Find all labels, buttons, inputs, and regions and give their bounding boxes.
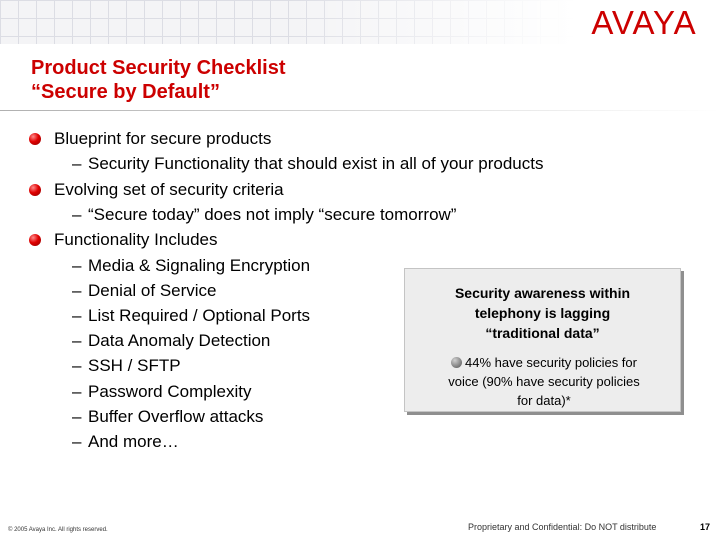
callout-bullet-icon <box>451 357 462 368</box>
dash-glyph: – <box>72 331 82 350</box>
sub-bullet-item <box>72 154 543 174</box>
sub-bullet-item <box>72 356 181 376</box>
bullet-text: Functionality Includes <box>54 230 218 249</box>
sub-bullet-item <box>72 281 217 301</box>
callout-body-line: voice (90% have security policies <box>448 374 640 389</box>
bullet-ball-icon <box>29 133 41 145</box>
dash-glyph: – <box>72 407 82 426</box>
dash-glyph: – <box>72 154 82 173</box>
sub-bullet-text: Data Anomaly Detection <box>88 331 271 350</box>
dash-glyph: – <box>72 256 82 275</box>
callout-body <box>413 353 675 410</box>
callout-body-line: 44% have security policies for <box>465 355 637 370</box>
footer-copyright: © 2005 Avaya Inc. All rights reserved. <box>8 527 108 533</box>
avaya-logo <box>582 4 707 40</box>
callout-heading-line: “traditional data” <box>485 325 600 341</box>
sub-bullet-text: SSH / SFTP <box>88 356 181 375</box>
sub-bullet-text: “Secure today” does not imply “secure tomorrow” <box>88 205 457 224</box>
dash-glyph: – <box>72 356 82 375</box>
footer-confidential: Proprietary and Confidential: Do NOT distribute <box>468 522 657 532</box>
bullet-text: Evolving set of security criteria <box>54 180 284 199</box>
sub-bullet-item <box>72 205 456 225</box>
sub-bullet-item <box>72 331 270 351</box>
bullet-item <box>29 230 217 250</box>
sub-bullet-text: Password Complexity <box>88 382 252 401</box>
avaya-logo-text: AVAYA <box>591 4 697 40</box>
sub-bullet-item <box>72 256 310 276</box>
page-subtitle: “Secure by Default” <box>31 81 220 103</box>
dash-glyph: – <box>72 432 82 451</box>
sub-bullet-text: Media & Signaling Encryption <box>88 256 311 275</box>
dash-glyph: – <box>72 281 82 300</box>
bullet-text: Blueprint for secure products <box>54 129 272 148</box>
bullet-item <box>29 180 284 200</box>
dash-glyph: – <box>72 205 82 224</box>
callout-heading-line: telephony is lagging <box>474 305 611 321</box>
sub-bullet-text: Buffer Overflow attacks <box>88 407 264 426</box>
bullet-item <box>29 129 271 149</box>
bullet-ball-icon <box>29 184 41 196</box>
sub-bullet-item <box>72 432 179 452</box>
sub-bullet-item <box>72 407 263 427</box>
page-number: 17 <box>700 522 711 532</box>
callout-box <box>404 268 681 412</box>
callout-body-line: for data)* <box>517 393 571 408</box>
page-title: Product Security Checklist <box>31 57 286 79</box>
sub-bullet-item <box>72 306 310 326</box>
bullet-ball-icon <box>29 234 41 246</box>
dash-glyph: – <box>72 306 82 325</box>
sub-bullet-item <box>72 382 251 402</box>
sub-bullet-text: List Required / Optional Ports <box>88 306 311 325</box>
sub-bullet-text: Security Functionality that should exist in all of your products <box>88 154 544 173</box>
title-divider <box>0 110 720 111</box>
sub-bullet-text: And more… <box>88 432 179 451</box>
callout-heading <box>405 283 680 343</box>
dash-glyph: – <box>72 382 82 401</box>
callout-heading-line: Security awareness within <box>454 285 631 301</box>
sub-bullet-text: Denial of Service <box>88 281 217 300</box>
